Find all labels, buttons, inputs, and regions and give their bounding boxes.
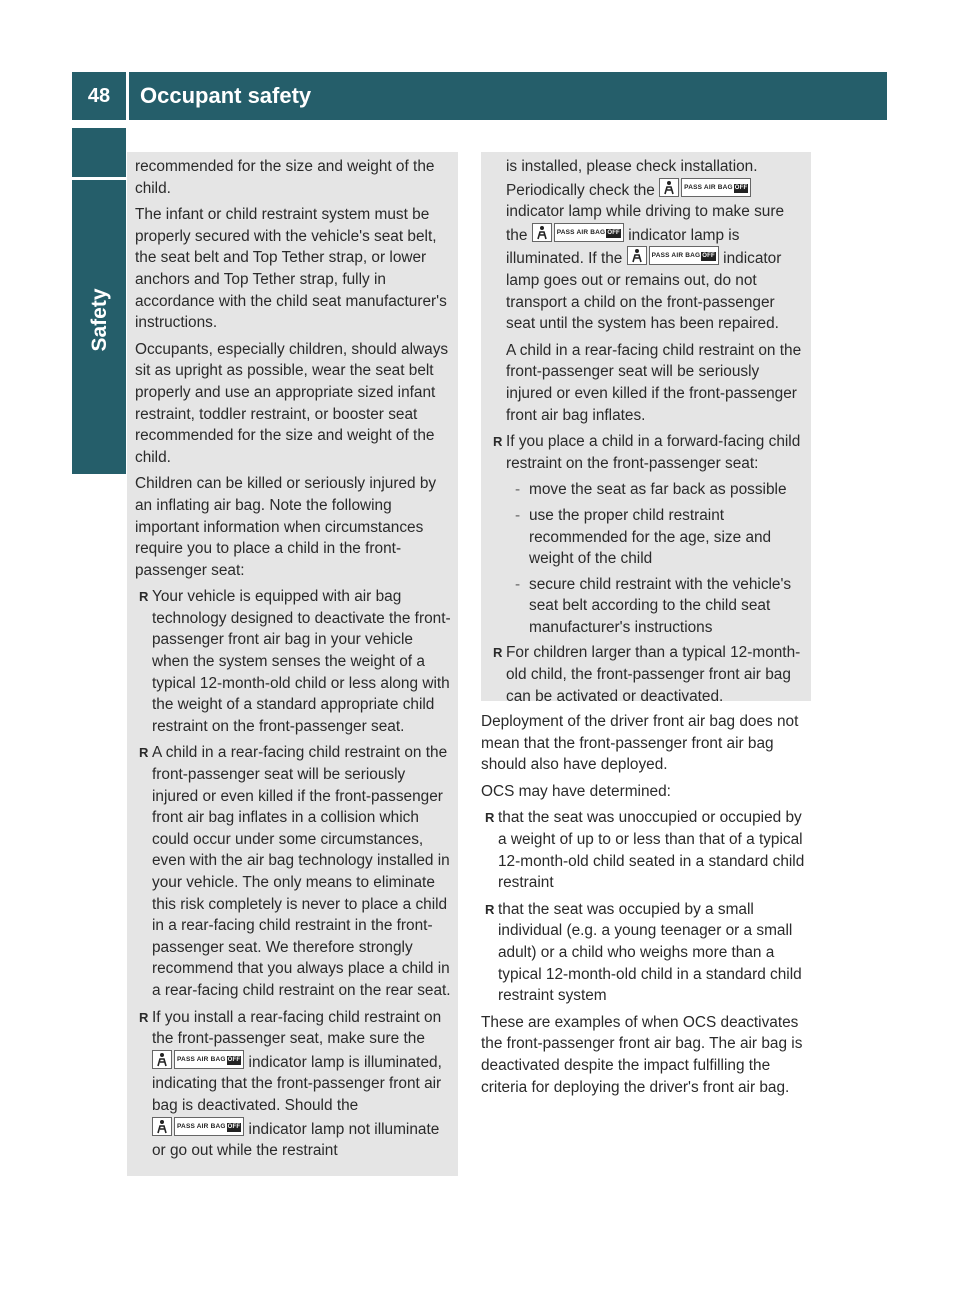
bullet-text: If you install a rear-facing child restraint on the front-passenger seat, make sure the [152,1008,442,1048]
seated-child-airbag-icon [659,178,679,197]
dash-item: - move the seat as far back as possible [489,479,805,501]
header-divider [126,72,129,120]
airbag-indicator [659,178,751,197]
pass-air-bag-off-icon [174,1050,244,1069]
pass-air-bag-text: PASS AIR BAG [556,228,606,236]
body-text [481,711,812,1103]
bullet-text: indicator lamp is illuminated, indicating that the front-passenger front air bag is deactivated. Should the [152,1053,442,1114]
section-title: Occupant safety [140,83,312,108]
bullet-item: R If you place a child in a forward-facing child restraint on the front-passenger seat: [489,431,805,474]
paragraph: The infant or child restraint system must be properly secured with the vehicle's seat belt, the seat belt and Top Tether strap, or lower anchors and Top Tether strap, fully in accordance with the child seat manufacturer's instructions. [135,206,447,332]
paragraph-text: indicator lamp goes out or remains out, do not transport a child on the front-passenger seat until the system has been repaired. [506,250,782,333]
seated-child-airbag-icon [627,246,647,265]
side-tab-label: Safety [88,288,111,352]
paragraph: A child in a rear-facing child restraint on the front-passenger seat will be seriously injured or even killed if the front-passenger front air bag inflates. [506,341,802,424]
bullet-item: R Your vehicle is equipped with air bag technology designed to deactivate the front-passenger front air bag in your vehicle when the system senses the weight of a typical 12-month-old child or less along with the weight of a standard appropriate child restraint on the front-passenger seat. [135,586,452,737]
pass-air-bag-text: PASS AIR BAG [177,1122,226,1130]
paragraph-text: indicator lamp while driving to make sure the [506,203,785,244]
pass-air-bag-text: PASS AIR BAG [684,183,733,191]
warning-box-left [127,152,458,1176]
off-text: OFF [227,1056,241,1063]
side-tab-divider [72,177,126,180]
airbag-indicator [627,246,719,265]
airbag-indicator [152,1117,244,1136]
bullet-text: indicator lamp not illuminate or go out while the restraint [152,1120,440,1160]
airbag-indicator [532,223,624,242]
page-number: 48 [87,85,111,107]
off-text: OFF [607,229,620,236]
paragraph: recommended for the size and weight of the child. [135,158,435,197]
seated-child-airbag-icon [532,223,552,242]
bullet-item: R that the seat was occupied by a small individual (e.g. a young teenager or a small adult) or a child who weighs more than a typical 12-month-old child in a standard child restraint system [481,899,812,1007]
off-text: OFF [702,253,715,260]
dash-item: - secure child restraint with the vehicle's seat belt according to the child seat manufacturer's instructions [489,574,805,639]
pass-air-bag-off-icon [554,223,624,242]
paragraph: Deployment of the driver front air bag does not mean that the front-passenger front air bag should also have deployed. [481,713,799,774]
pass-air-bag-text: PASS AIR BAG [651,252,701,260]
bullet-item: R A child in a rear-facing child restraint on the front-passenger seat will be seriously injured or even killed if the front-passenger front air bag inflates in a collision which could occur under some circumstances, even with the air bag technology installed in your vehicle. The only means to eliminate this risk completely is never to place a child in a rear-facing child restraint in the front-passenger seat. We therefore strongly recommend that you always place a child in a rear-facing child restraint on the rear seat. [135,742,452,1001]
off-text: OFF [734,184,748,191]
paragraph [489,156,805,335]
warning-box-right [481,152,811,705]
pass-air-bag-off-icon [649,246,719,265]
bullet-item: R that the seat was unoccupied or occupied by a weight of up to or less than that of a typical 12-month-old child seated in a standard child restraint [481,807,812,893]
paragraph: Children can be killed or seriously injured by an inflating air bag. Note the following important information when circumstances require you to place a child in the front-passenger seat: [135,475,437,579]
pass-air-bag-text: PASS AIR BAG [177,1055,226,1063]
pass-air-bag-off-icon [174,1117,244,1136]
seated-child-airbag-icon [152,1050,172,1069]
paragraph: These are examples of when OCS deactivates the front-passenger front air bag. The air bag is deactivated despite the impact fulfilling the criteria for deploying the driver's front air bag. [481,1013,803,1096]
dash-item: - use the proper child restraint recommended for the age, size and weight of the child [489,505,805,570]
bullet-item [135,1007,452,1162]
airbag-indicator [152,1050,244,1069]
off-text: OFF [227,1123,241,1130]
bullet-item: R For children larger than a typical 12-month-old child, the front-passenger front air bag can be activated or deactivated. [489,642,805,707]
paragraph-text: is installed, please check installation. Periodically check the [506,158,758,199]
paragraph: Occupants, especially children, should always sit as upright as possible, wear the seat belt properly and use an appropriate sized infant restraint, toddler restraint, or booster seat recommended for the size and weight of the child. [135,340,449,466]
paragraph-text: indicator lamp is illuminated. If the [506,226,740,268]
pass-air-bag-off-icon [681,178,751,197]
seated-child-airbag-icon [152,1117,172,1136]
paragraph: OCS may have determined: [481,782,671,800]
